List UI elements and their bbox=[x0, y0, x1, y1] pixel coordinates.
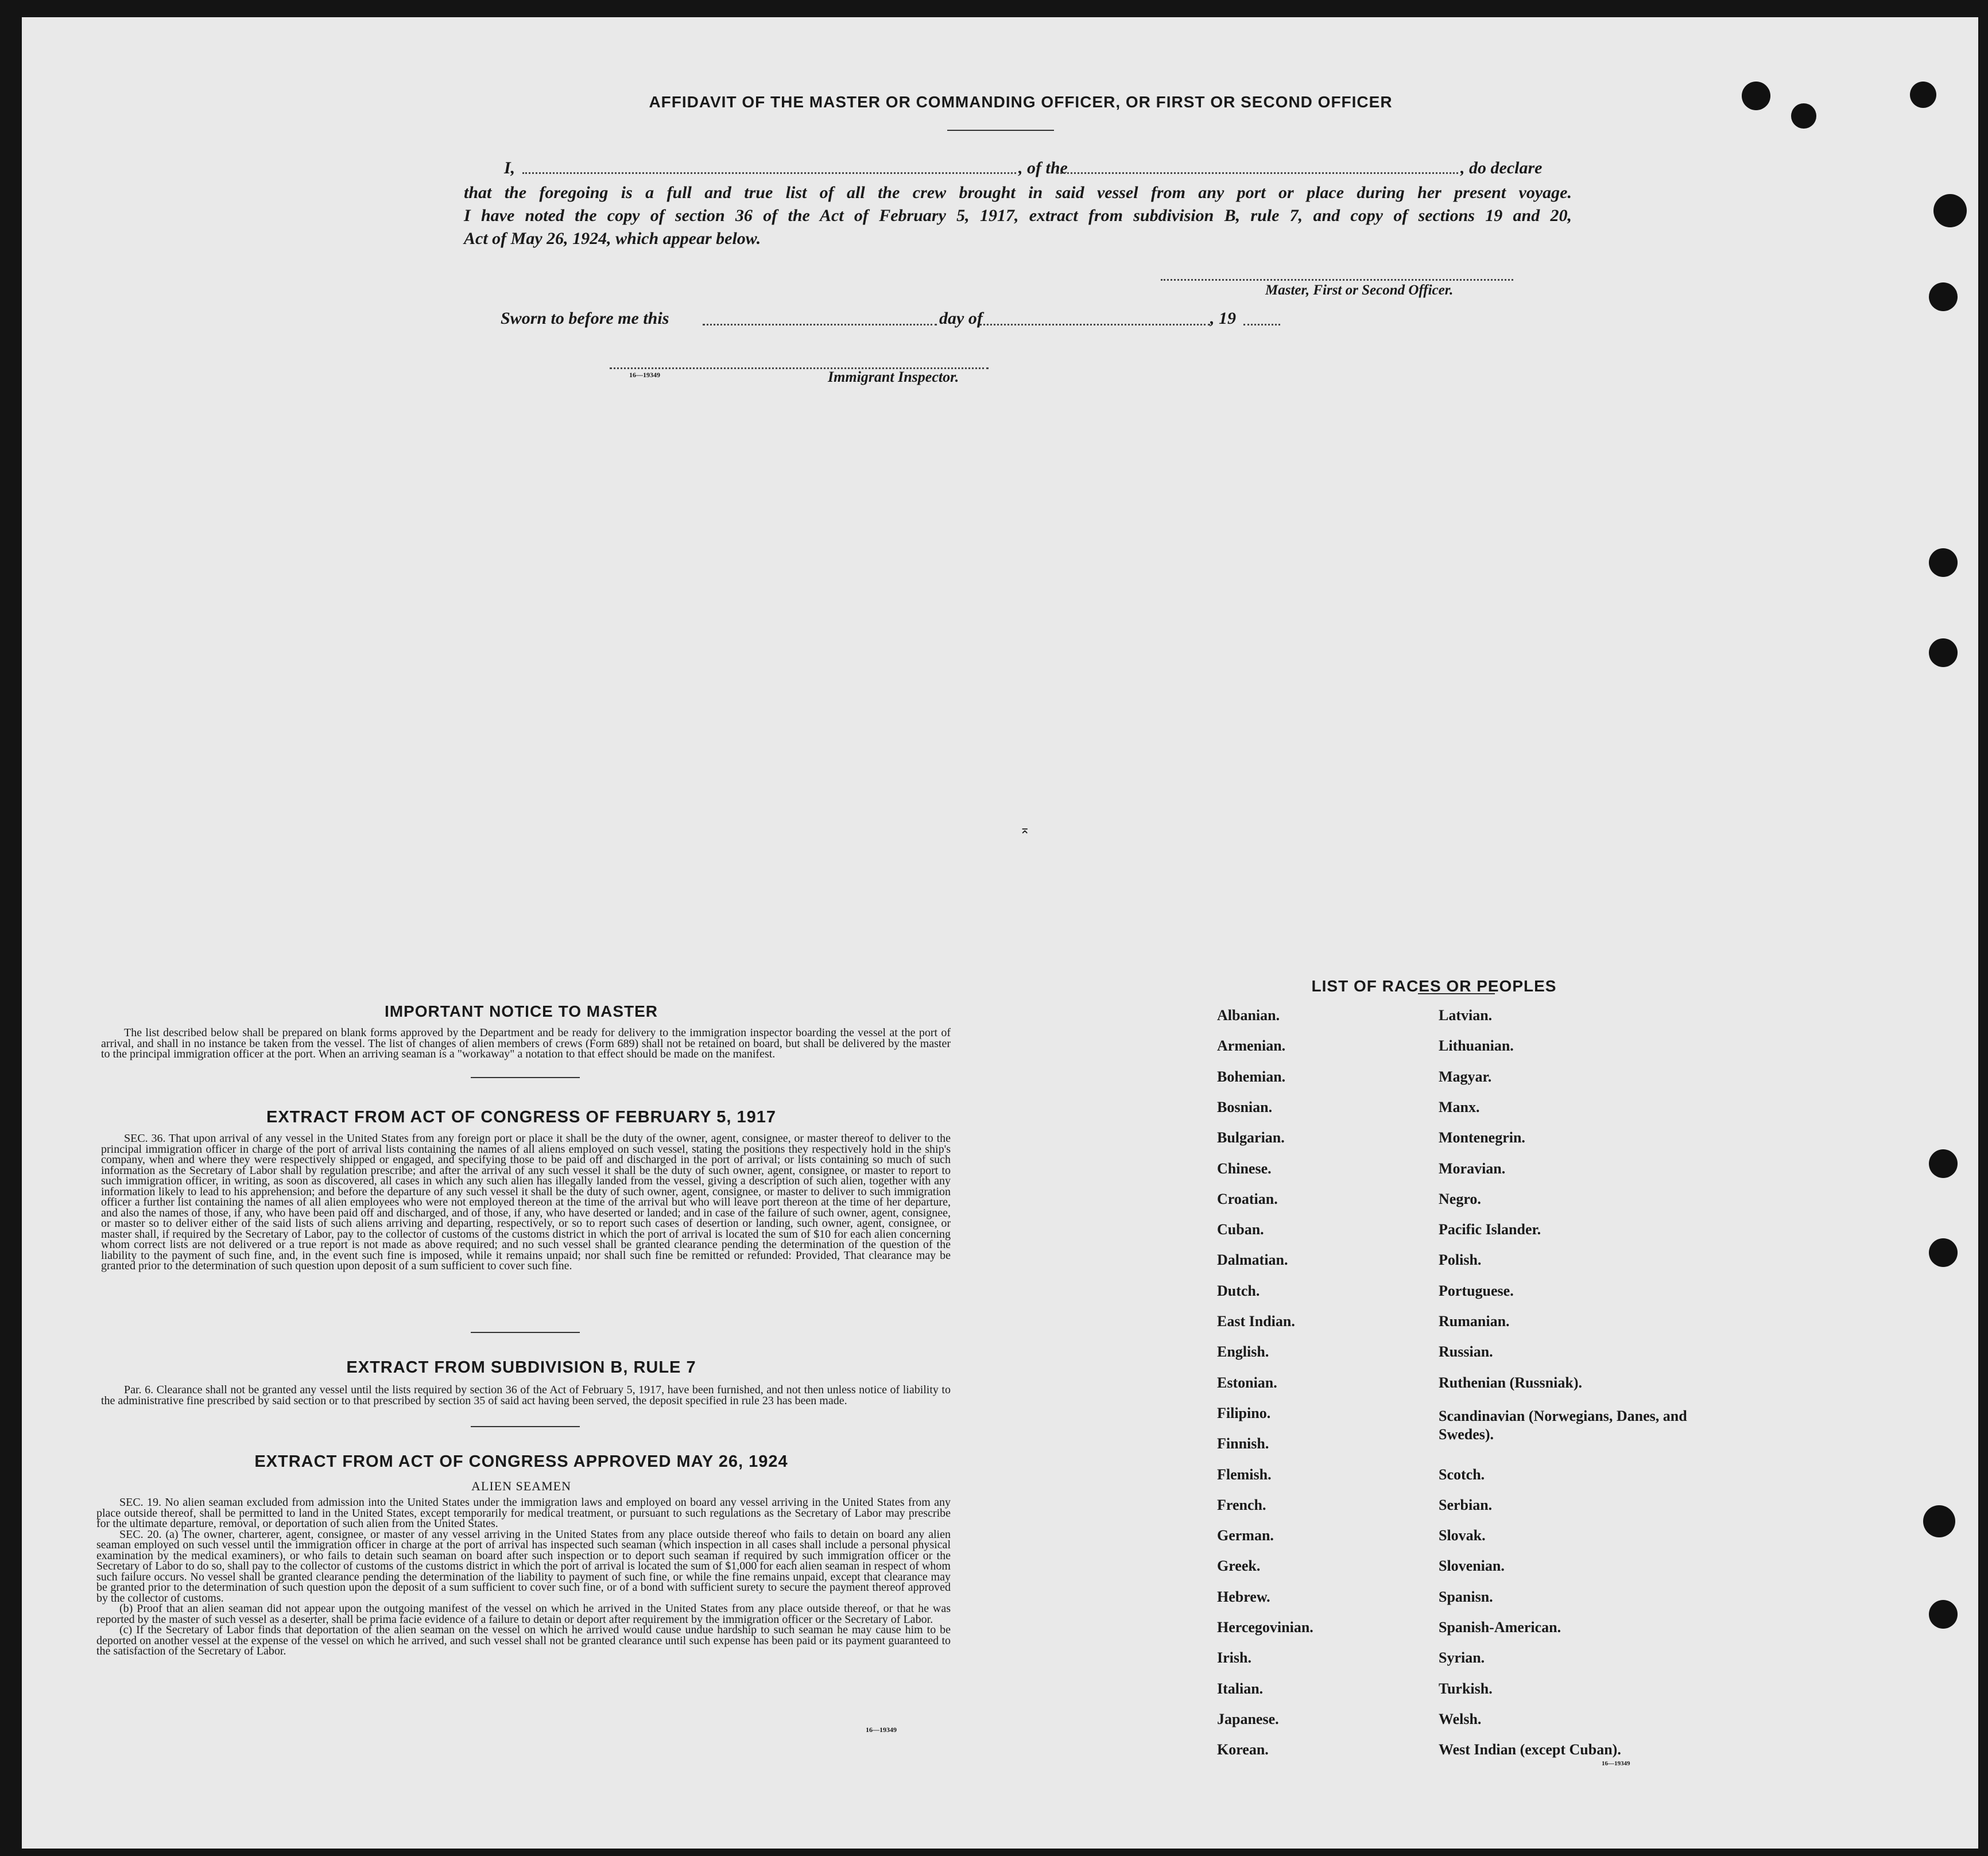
race-item-right: Spanish-American. bbox=[1439, 1619, 1561, 1636]
race-item-left: Bohemian. bbox=[1217, 1068, 1286, 1085]
inspector-label: Immigrant Inspector. bbox=[828, 369, 959, 385]
name-blank[interactable] bbox=[522, 172, 1016, 174]
race-item-right: Latvian. bbox=[1439, 1007, 1493, 1024]
stray-mark: ⌅ bbox=[1020, 822, 1030, 836]
section-20c-paragraph: (c) If the Secretary of Labor finds that deportation of the alien seaman on the vessel on which he arrived would cause undue hardship to such seaman he may cause him to be deported on another vessel at the expense of the vessel on which he arrived, and such vessel shall not be granted clearance until such expense has been paid or its payment guaranteed to the satisfaction of the Secretary of Labor. bbox=[96, 1623, 951, 1657]
extract-1917-text bbox=[101, 1133, 951, 1272]
master-signature-label: Master, First or Second Officer. bbox=[1265, 282, 1454, 298]
section-divider bbox=[471, 1077, 580, 1078]
race-item-left: Irish. bbox=[1217, 1649, 1251, 1666]
race-item-left: Dutch. bbox=[1217, 1282, 1260, 1299]
race-item-left: Cuban. bbox=[1217, 1221, 1264, 1238]
punch-hole bbox=[1929, 282, 1958, 311]
extract-1924-heading: EXTRACT FROM ACT OF CONGRESS APPROVED MAY 26, 1924 bbox=[254, 1452, 788, 1471]
sworn-day-blank[interactable] bbox=[703, 324, 937, 326]
declaration-line-3: I have noted the copy of section 36 of the Act of February 5, 1917, extract from subdivision B, rule 7, and copy of sections 19 and 20, bbox=[464, 206, 1572, 225]
race-item-left: East Indian. bbox=[1217, 1313, 1295, 1330]
declare-line-start: I, bbox=[504, 158, 516, 177]
section-divider bbox=[471, 1426, 580, 1427]
race-item-left: Flemish. bbox=[1217, 1466, 1272, 1483]
declaration-line-2: that the foregoing is a full and true list of all the crew brought in said vessel from any port or place during her present voyage. bbox=[464, 183, 1572, 202]
form-number-races: 16—19349 bbox=[1602, 1760, 1630, 1767]
sworn-year-blank[interactable] bbox=[1243, 324, 1280, 326]
race-item-right: Scotch. bbox=[1439, 1466, 1485, 1483]
section-19-paragraph: SEC. 19. No alien seaman excluded from admission into the United States under the immigration laws and employed on board any vessel arriving in the United States from any place outside thereof, shall be permitted to land in the United States, except temporarily for medical treatment, or pursuant to such regulations as the Secretary of Labor may prescribe for the ultimate departure, removal, or deportation of such alien from the United States. bbox=[96, 1496, 951, 1530]
section-20a-paragraph: SEC. 20. (a) The owner, charterer, agent, consignee, or master of any vessel arriving in the United States from any place outside thereof who fails to detain on board any alien seaman employed on such vessel until the immigration officer in charge at the port of arrival has inspected such seaman (which inspection in all cases shall include a personal physical examination by the medical examiners), or who fails to detain such seaman on board after such inspection or to deport such seaman if required by such immigration officer or the Secretary of Labor to do so, shall pay to the collector of customs of the customs district in which the port of arrival is located the sum of $1,000 for each alien seaman in respect of whom such failure occurs. No vessel shall be granted clearance pending the determination of the liability to payment of such fine, or while the fine remains unpaid, except that clearance may be granted prior to the determination of such question upon the deposit of a sum sufficient to cover such fine, or of a bond with sufficient surety to secure the payment thereof approved by the collector of customs. bbox=[96, 1528, 951, 1605]
section-20b-paragraph: (b) Proof that an alien seaman did not appear upon the outgoing manifest of the vessel on which he arrived in the United States from any place outside thereof, or that he was reported by the master of such vessel as a deserter, shall be prima facie evidence of a failure to detain or deport after requirement by the immigration officer or the Secretary of Labor. bbox=[96, 1602, 951, 1626]
race-item-left: Estonian. bbox=[1217, 1374, 1277, 1391]
race-item-right: Russian. bbox=[1439, 1343, 1493, 1360]
race-item-right: Lithuanian. bbox=[1439, 1037, 1514, 1054]
sworn-month-blank[interactable] bbox=[979, 324, 1210, 326]
race-item-right: Turkish. bbox=[1439, 1680, 1493, 1697]
sworn-year: , 19 bbox=[1210, 309, 1236, 328]
race-item-right: West Indian (except Cuban). bbox=[1439, 1741, 1621, 1758]
race-item-right: Pacific Islander. bbox=[1439, 1221, 1541, 1238]
race-item-right: Syrian. bbox=[1439, 1649, 1485, 1666]
race-item-right: Slovak. bbox=[1439, 1527, 1486, 1544]
race-item-right: Magyar. bbox=[1439, 1068, 1492, 1085]
race-item-left: Albanian. bbox=[1217, 1007, 1280, 1024]
race-item-left: Chinese. bbox=[1217, 1160, 1272, 1177]
punch-hole bbox=[1929, 1149, 1958, 1178]
notice-text bbox=[101, 1028, 951, 1060]
races-divider bbox=[1418, 993, 1495, 994]
race-item-right: Portuguese. bbox=[1439, 1282, 1514, 1299]
notice-paragraph: The list described below shall be prepared on blank forms approved by the Department and be ready for delivery to the immigration inspector boarding the vessel at the port of arrival, and shall in no instance be taken from the vessel. The list of changes of alien members of crews (Form 689) shall not be retained on board, but shall be delivered by the master to the principal immigration officer at the port. When an arriving seaman is a "workaway" a notation to that effect should be made on the manifest. bbox=[101, 1026, 951, 1060]
punch-hole bbox=[1929, 1238, 1958, 1267]
race-item-left: Italian. bbox=[1217, 1680, 1264, 1697]
race-item-right: Slovenian. bbox=[1439, 1557, 1505, 1574]
declare-line-end: , do declare bbox=[1460, 158, 1543, 177]
master-signature-line[interactable] bbox=[1161, 279, 1513, 281]
race-item-left: Japanese. bbox=[1217, 1711, 1279, 1727]
race-item-left: Bosnian. bbox=[1217, 1099, 1273, 1115]
race-item-left: French. bbox=[1217, 1497, 1266, 1513]
race-item-right: Serbian. bbox=[1439, 1497, 1493, 1513]
alien-seamen-subheading: ALIEN SEAMEN bbox=[471, 1479, 571, 1493]
sworn-text: Sworn to before me this bbox=[501, 309, 669, 328]
affidavit-title: AFFIDAVIT OF THE MASTER OR COMMANDING OFFICER, OR FIRST OR SECOND OFFICER bbox=[649, 93, 1393, 111]
race-item-left: Korean. bbox=[1217, 1741, 1269, 1758]
rule-7-paragraph: Par. 6. Clearance shall not be granted any vessel until the lists required by section 36 of the Act of February 5, 1917, have been furnished, and not then unless notice of liability to the administrative fine prescribed by said section or to that prescribed by section 35 of said act having been served, the deposit specified in rule 23 has been made. bbox=[101, 1384, 951, 1407]
punch-hole bbox=[1929, 1600, 1958, 1629]
punch-hole bbox=[1742, 82, 1770, 110]
notice-heading: IMPORTANT NOTICE TO MASTER bbox=[384, 1002, 658, 1020]
race-item-left: English. bbox=[1217, 1343, 1269, 1360]
race-item-left: Hercegovinian. bbox=[1217, 1619, 1313, 1636]
extract-1924-text bbox=[96, 1497, 951, 1657]
punch-hole bbox=[1929, 548, 1958, 577]
form-number: 16—19349 bbox=[629, 371, 660, 379]
rule-7-heading: EXTRACT FROM SUBDIVISION B, RULE 7 bbox=[346, 1358, 696, 1377]
race-item-left: German. bbox=[1217, 1527, 1274, 1544]
race-item-right: Spanisn. bbox=[1439, 1588, 1493, 1605]
race-item-left: Dalmatian. bbox=[1217, 1251, 1288, 1268]
title-divider bbox=[947, 130, 1054, 131]
declare-line-mid: , of the bbox=[1018, 158, 1068, 177]
punch-hole bbox=[1929, 638, 1958, 667]
race-item-right: Moravian. bbox=[1439, 1160, 1506, 1177]
race-item-left: Filipino. bbox=[1217, 1405, 1271, 1421]
form-page bbox=[22, 17, 1978, 1849]
section-divider bbox=[471, 1332, 580, 1333]
race-item-right: Montenegrin. bbox=[1439, 1129, 1525, 1146]
races-heading: LIST OF RACES OR PEOPLES bbox=[1311, 977, 1557, 995]
race-item-left: Bulgarian. bbox=[1217, 1129, 1285, 1146]
punch-hole bbox=[1910, 82, 1936, 108]
race-item-left: Finnish. bbox=[1217, 1435, 1269, 1452]
race-item-right: Welsh. bbox=[1439, 1711, 1482, 1727]
section-36-paragraph: SEC. 36. That upon arrival of any vessel in the United States from any foreign port or place it shall be the duty of the owner, agent, consignee, or master thereof to deliver to the principal immigration officer in charge of the port of arrival lists containing the names of all aliens employed on such vessel, stating the positions they respectively hold in the ship's company, when and where they were respectively shipped or engaged, and specifying those to be paid off and discharged in the port of arrival; or lists containing so much of such information as the Secretary of Labor shall by regulation prescribe; and after the arrival of any such vessel it shall be the duty of such owner, agent, consignee, or master to report to such immigration officer, in writing, as soon as discovered, all cases in which any such alien has illegally landed from the vessel, giving a description of such alien, together with any information likely to lead to his apprehension; and before the departure of any such vessel it shall be the duty of such owner, agent, consignee, or master to deliver to such immigration officer a further list containing the names of all alien employees who were not employed thereon at the time of the arrival but who will leave port thereon at the time of her departure, and also the names of those, if any, who have been paid off and discharged, and of those, if any, who have deserted or landed; and in case of the failure of such owner, agent, consignee, or master so to deliver either of the said lists of such aliens arriving and departing, respectively, or so to report such cases of desertion or landing, such owner, agent, consignee, or master shall, if required by the Secretary of Labor, pay to the collector of customs of the customs district in which the port of arrival is located the sum of $10 for each alien concerning whom correct lists are not delivered or a true report is not made as above required; and no such vessel shall be granted clearance pending the determination of the question of the liability to the payment of such fine, and, in the event such fine is imposed, while it remains unpaid; nor shall such fine be remitted or refunded: Provided, That clearance may be granted prior to the determination of such question upon deposit of a sum sufficient to cover such fine. bbox=[101, 1132, 951, 1272]
race-item-right: Ruthenian (Russniak). bbox=[1439, 1374, 1582, 1391]
race-item-left: Greek. bbox=[1217, 1557, 1261, 1574]
extract-1917-heading: EXTRACT FROM ACT OF CONGRESS OF FEBRUARY 5, 1917 bbox=[266, 1108, 777, 1126]
vessel-blank[interactable] bbox=[1056, 172, 1458, 174]
declaration-line-4: Act of May 26, 1924, which appear below. bbox=[464, 229, 761, 248]
race-item-left: Croatian. bbox=[1217, 1191, 1278, 1207]
race-item-right: Polish. bbox=[1439, 1251, 1482, 1268]
race-item-right: Rumanian. bbox=[1439, 1313, 1510, 1330]
punch-hole bbox=[1933, 194, 1967, 227]
form-number-bottom: 16—19349 bbox=[866, 1726, 897, 1734]
race-item-left: Hebrew. bbox=[1217, 1588, 1270, 1605]
race-item-right: Negro. bbox=[1439, 1191, 1481, 1207]
race-item-left: Armenian. bbox=[1217, 1037, 1286, 1054]
race-item-right: Manx. bbox=[1439, 1099, 1480, 1115]
rule-7-text bbox=[101, 1385, 951, 1406]
race-item-right: Scandinavian (Norwegians, Danes, and Swedes). bbox=[1439, 1408, 1687, 1443]
punch-hole bbox=[1791, 103, 1816, 129]
sworn-day-of: day of bbox=[939, 309, 983, 328]
punch-hole bbox=[1923, 1505, 1955, 1537]
